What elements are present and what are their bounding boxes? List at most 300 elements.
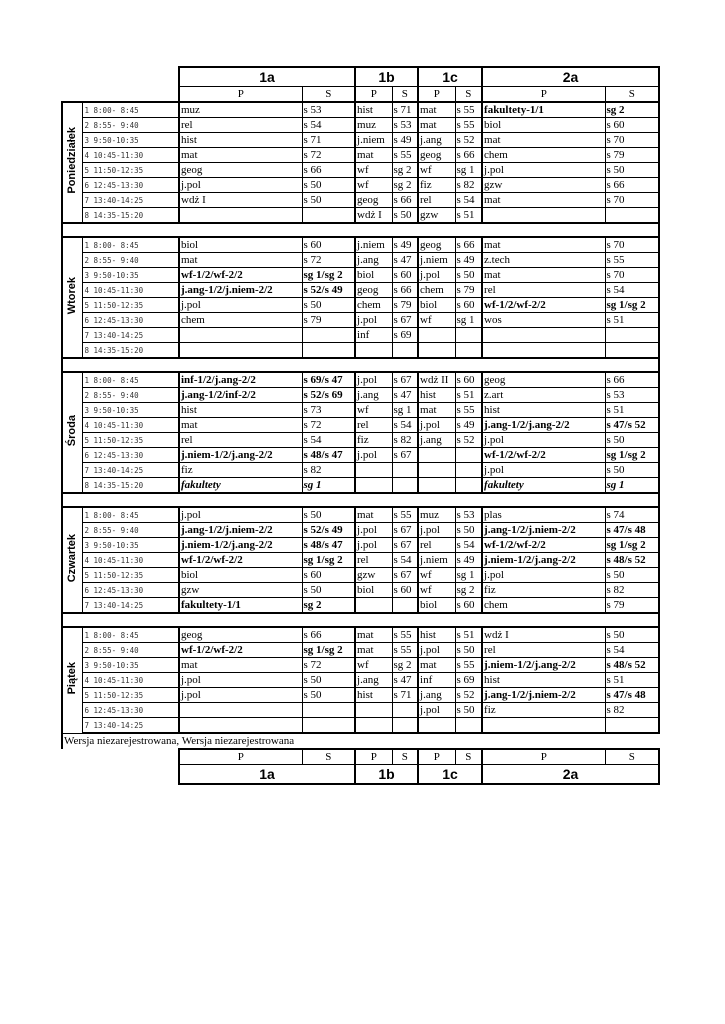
room-cell: s 49 [455,253,482,268]
subject-cell: j.pol [355,538,392,553]
subject-cell [179,328,302,343]
room-cell: s 82 [455,178,482,193]
room-cell: s 67 [392,568,418,583]
lesson-row [62,102,659,118]
lesson-row [62,283,659,298]
lesson-time: 3 9:50-10:35 [82,268,179,283]
subject-cell: j.pol [179,178,302,193]
room-cell: s 51 [605,313,659,328]
subject-cell: j.niem-1/2/j.ang-2/2 [482,658,605,673]
room-cell: s 79 [455,283,482,298]
room-cell: s 82 [605,583,659,598]
room-cell: s 70 [605,133,659,148]
subject-cell: gzw [355,568,392,583]
room-cell: sg 1 [455,163,482,178]
room-cell [605,718,659,734]
lesson-row [62,658,659,673]
room-cell: s 67 [392,372,418,388]
class-header-row [62,67,659,87]
lesson-time: 4 10:45-11:30 [82,148,179,163]
subject-cell: j.niem-1/2/j.ang-2/2 [179,448,302,463]
room-cell: s 47/s 48 [605,688,659,703]
subject-cell: j.ang [355,388,392,403]
room-cell: s 60 [455,298,482,313]
subject-cell: muz [355,118,392,133]
lesson-row [62,703,659,718]
lesson-time: 7 13:40-14:25 [82,463,179,478]
lesson-row [62,568,659,583]
room-cell: s 49 [392,133,418,148]
timetable [61,66,658,785]
day-name: Środa [65,414,78,447]
subject-cell: chem [482,598,605,614]
room-cell: s 50 [302,507,355,523]
subject-cell: j.ang-1/2/j.niem-2/2 [482,688,605,703]
subject-cell: j.pol [179,673,302,688]
subject-cell: biol [355,583,392,598]
room-cell: s 74 [605,507,659,523]
lesson-time: 4 10:45-11:30 [82,673,179,688]
lesson-time: 1 8:00- 8:45 [82,102,179,118]
lesson-time: 3 9:50-10:35 [82,403,179,418]
class-label-2a: 2a [482,67,659,87]
subject-cell: hist [418,388,455,403]
subject-cell: inf [355,328,392,343]
lesson-time: 4 10:45-11:30 [82,283,179,298]
room-cell [455,328,482,343]
room-cell: s 51 [455,208,482,224]
subject-cell: wf-1/2/wf-2/2 [482,448,605,463]
subject-cell: mat [482,193,605,208]
room-cell: s 52 [455,433,482,448]
subject-cell: mat [355,627,392,643]
room-cell: sg 1/sg 2 [605,448,659,463]
room-cell: s 79 [302,313,355,328]
room-cell: s 70 [605,268,659,283]
subject-cell: fiz [355,433,392,448]
subject-cell: wf-1/2/wf-2/2 [482,298,605,313]
subject-cell: geog [418,237,455,253]
subject-cell: mat [355,507,392,523]
room-cell: sg 2 [392,658,418,673]
lesson-time: 7 13:40-14:25 [82,718,179,734]
room-cell: s 82 [392,433,418,448]
subject-cell: j.pol [418,523,455,538]
room-cell: s 47 [392,253,418,268]
timetable-grid [61,66,660,785]
col-label-p: P [418,87,455,103]
room-cell: s 50 [302,193,355,208]
subject-cell [179,718,302,734]
room-cell: s 71 [302,133,355,148]
room-cell [605,208,659,224]
room-cell [392,343,418,359]
lesson-row [62,372,659,388]
subject-cell: biol [418,298,455,313]
room-cell: s 49 [455,418,482,433]
lesson-time: 5 11:50-12:35 [82,298,179,313]
col-label-p: P [482,87,605,103]
class-label-1b: 1b [355,765,418,785]
room-cell: s 52/s 69 [302,388,355,403]
subject-cell: j.ang-1/2/j.niem-2/2 [179,523,302,538]
lesson-row [62,433,659,448]
room-cell: s 52 [455,688,482,703]
room-cell: s 66 [302,163,355,178]
col-label-p: P [355,87,392,103]
room-cell: s 50 [455,703,482,718]
subject-cell: mat [179,658,302,673]
subject-cell: mat [418,118,455,133]
room-cell: s 50 [302,688,355,703]
subject-cell: hist [355,102,392,118]
room-cell: s 60 [605,118,659,133]
room-cell [392,718,418,734]
column-label-row [62,87,659,103]
room-cell: s 52/s 49 [302,523,355,538]
room-cell: s 54 [302,433,355,448]
subject-cell: mat [482,237,605,253]
room-cell: s 69 [392,328,418,343]
room-cell: s 55 [455,102,482,118]
subject-cell [179,208,302,224]
room-cell [392,463,418,478]
lesson-time: 2 8:55- 9:40 [82,523,179,538]
room-cell: s 47/s 48 [605,523,659,538]
subject-cell: j.pol [179,298,302,313]
subject-cell: wf [355,403,392,418]
subject-cell [355,478,392,494]
day-separator [62,613,659,627]
subject-cell: geog [179,627,302,643]
subject-cell: j.pol [355,372,392,388]
room-cell: s 60 [455,598,482,614]
room-cell: s 49 [392,237,418,253]
subject-cell [418,343,455,359]
subject-cell: fiz [179,463,302,478]
subject-cell: muz [418,507,455,523]
room-cell: s 70 [605,237,659,253]
room-cell: s 53 [455,507,482,523]
room-cell: s 67 [392,523,418,538]
room-cell: s 55 [392,507,418,523]
subject-cell: wos [482,313,605,328]
lesson-time: 3 9:50-10:35 [82,538,179,553]
day-name: Wtorek [65,276,78,315]
subject-cell: j.pol [355,313,392,328]
subject-cell: mat [355,148,392,163]
subject-cell: mat [179,418,302,433]
lesson-row [62,507,659,523]
lesson-row [62,523,659,538]
col-label-s: S [455,87,482,103]
room-cell [605,343,659,359]
subject-cell: j.pol [418,418,455,433]
subject-cell [355,718,392,734]
room-cell: sg 2 [392,163,418,178]
room-cell: s 71 [392,102,418,118]
class-label-1c: 1c [418,67,482,87]
subject-cell: rel [482,643,605,658]
subject-cell: j.niem-1/2/j.ang-2/2 [179,538,302,553]
subject-cell: gzw [482,178,605,193]
room-cell [302,343,355,359]
subject-cell: fakultety-1/1 [179,598,302,614]
room-cell [302,718,355,734]
room-cell: sg 1 [392,403,418,418]
room-cell: s 52 [455,133,482,148]
subject-cell: rel [482,283,605,298]
room-cell: s 52/s 49 [302,283,355,298]
room-cell: s 54 [392,418,418,433]
class-label-1c: 1c [418,765,482,785]
room-cell: s 66 [455,148,482,163]
subject-cell: fakultety [482,478,605,494]
lesson-row [62,463,659,478]
day-separator [62,223,659,237]
lesson-time: 2 8:55- 9:40 [82,643,179,658]
room-cell: sg 1 [455,313,482,328]
room-cell [455,478,482,494]
room-cell: s 70 [605,193,659,208]
lesson-time: 8 14:35-15:20 [82,478,179,494]
subject-cell: hist [355,688,392,703]
room-cell: s 72 [302,253,355,268]
room-cell: s 72 [302,148,355,163]
lesson-time: 6 12:45-13:30 [82,313,179,328]
lesson-row [62,718,659,734]
subject-cell: inf-1/2/j.ang-2/2 [179,372,302,388]
room-cell: s 50 [302,673,355,688]
day-name: Piątek [65,662,78,695]
subject-cell [355,703,392,718]
col-label-s: S [302,87,355,103]
lesson-row [62,688,659,703]
lesson-row [62,163,659,178]
lesson-row [62,583,659,598]
subject-cell: rel [179,433,302,448]
room-cell: s 51 [605,403,659,418]
subject-cell: j.ang [355,673,392,688]
room-cell: s 50 [302,298,355,313]
room-cell: s 55 [392,148,418,163]
subject-cell: j.pol [482,163,605,178]
subject-cell: mat [482,133,605,148]
lesson-time: 1 8:00- 8:45 [82,372,179,388]
room-cell [455,448,482,463]
room-cell: s 66 [605,178,659,193]
lesson-time: 4 10:45-11:30 [82,418,179,433]
subject-cell: gzw [418,208,455,224]
col-label-p: P [482,749,605,765]
subject-cell [418,478,455,494]
class-header-row [62,765,659,785]
day-label [62,627,82,733]
subject-cell: j.ang [355,253,392,268]
room-cell: s 50 [455,643,482,658]
lesson-time: 3 9:50-10:35 [82,133,179,148]
subject-cell: j.niem [418,553,455,568]
lesson-row [62,598,659,614]
lesson-time: 6 12:45-13:30 [82,583,179,598]
subject-cell: mat [179,148,302,163]
lesson-time: 6 12:45-13:30 [82,703,179,718]
room-cell [302,328,355,343]
footer-note-row [62,733,659,749]
lesson-time: 8 14:35-15:20 [82,343,179,359]
subject-cell: j.niem [355,237,392,253]
subject-cell: j.ang [418,133,455,148]
lesson-row [62,118,659,133]
day-name: Czwartek [65,533,78,583]
subject-cell: j.pol [418,268,455,283]
room-cell: sg 2 [605,102,659,118]
subject-cell: chem [482,148,605,163]
subject-cell: mat [418,102,455,118]
subject-cell: fiz [482,703,605,718]
lesson-time: 1 8:00- 8:45 [82,237,179,253]
subject-cell: j.pol [355,523,392,538]
lesson-time: 1 8:00- 8:45 [82,627,179,643]
class-label-1a: 1a [179,67,355,87]
lesson-time: 6 12:45-13:30 [82,178,179,193]
subject-cell: j.pol [482,463,605,478]
room-cell: s 48/s 52 [605,553,659,568]
room-cell: s 51 [455,627,482,643]
subject-cell: wf-1/2/wf-2/2 [179,643,302,658]
room-cell [455,343,482,359]
subject-cell [482,328,605,343]
subject-cell: j.ang-1/2/j.niem-2/2 [482,523,605,538]
room-cell: s 66 [605,372,659,388]
room-cell: s 55 [455,403,482,418]
room-cell: s 69/s 47 [302,372,355,388]
subject-cell: wf [355,178,392,193]
lesson-time: 4 10:45-11:30 [82,553,179,568]
lesson-row [62,418,659,433]
lesson-time: 7 13:40-14:25 [82,598,179,614]
room-cell: s 50 [605,627,659,643]
room-cell: s 51 [605,673,659,688]
room-cell: s 55 [455,118,482,133]
col-label-s: S [605,87,659,103]
room-cell [392,478,418,494]
subject-cell: gzw [179,583,302,598]
room-cell: s 48/s 47 [302,538,355,553]
lesson-row [62,328,659,343]
subject-cell: fakultety-1/1 [482,102,605,118]
subject-cell: z.tech [482,253,605,268]
subject-cell: muz [179,102,302,118]
room-cell: s 50 [605,163,659,178]
footer-note: Wersja niezarejestrowana, Wersja niezarejestrowana [62,733,659,749]
lesson-row [62,193,659,208]
class-label-1b: 1b [355,67,418,87]
subject-cell: wdż I [179,193,302,208]
subject-cell: j.pol [418,703,455,718]
class-label-1a: 1a [179,765,355,785]
lesson-row [62,268,659,283]
subject-cell: mat [355,643,392,658]
room-cell: sg 1/sg 2 [302,553,355,568]
subject-cell: fiz [418,178,455,193]
subject-cell: j.niem-1/2/j.ang-2/2 [482,553,605,568]
room-cell: s 48/s 47 [302,448,355,463]
lesson-row [62,313,659,328]
subject-cell: wf [355,658,392,673]
subject-cell: biol [418,598,455,614]
lesson-time: 5 11:50-12:35 [82,688,179,703]
room-cell: sg 1 [302,478,355,494]
lesson-time: 5 11:50-12:35 [82,568,179,583]
subject-cell: hist [179,403,302,418]
subject-cell: wdż I [482,627,605,643]
room-cell: s 79 [605,598,659,614]
column-label-row [62,749,659,765]
room-cell: s 72 [302,658,355,673]
subject-cell: mat [482,268,605,283]
subject-cell [418,328,455,343]
room-cell: s 54 [302,118,355,133]
subject-cell: j.pol [482,568,605,583]
room-cell: s 60 [392,583,418,598]
subject-cell: wdż I [355,208,392,224]
room-cell: sg 1/sg 2 [605,538,659,553]
lesson-time: 6 12:45-13:30 [82,448,179,463]
room-cell: s 50 [605,433,659,448]
lesson-row [62,178,659,193]
room-cell: s 66 [302,627,355,643]
day-separator [62,358,659,372]
subject-cell [418,718,455,734]
subject-cell [179,703,302,718]
room-cell: s 47 [392,388,418,403]
day-label [62,237,82,358]
lesson-row [62,208,659,224]
subject-cell: wf-1/2/wf-2/2 [482,538,605,553]
room-cell: s 55 [455,658,482,673]
subject-cell: mat [418,658,455,673]
subject-cell: rel [355,553,392,568]
room-cell: s 67 [392,538,418,553]
lesson-row [62,448,659,463]
day-separator [62,493,659,507]
room-cell [302,703,355,718]
room-cell: s 53 [605,388,659,403]
room-cell: s 55 [392,627,418,643]
room-cell: s 60 [392,268,418,283]
subject-cell: biol [179,568,302,583]
subject-cell: j.pol [355,448,392,463]
lesson-time: 2 8:55- 9:40 [82,253,179,268]
room-cell: s 50 [455,523,482,538]
subject-cell: wf [418,568,455,583]
room-cell: s 60 [302,568,355,583]
room-cell [455,718,482,734]
subject-cell [355,343,392,359]
room-cell: s 50 [302,583,355,598]
lesson-row [62,237,659,253]
room-cell: s 55 [605,253,659,268]
room-cell: s 67 [392,313,418,328]
room-cell: s 60 [302,237,355,253]
subject-cell: biol [179,237,302,253]
lesson-time: 5 11:50-12:35 [82,163,179,178]
room-cell: s 50 [455,268,482,283]
room-cell: sg 1/sg 2 [605,298,659,313]
subject-cell: j.ang-1/2/inf-2/2 [179,388,302,403]
room-cell: s 48/s 52 [605,658,659,673]
